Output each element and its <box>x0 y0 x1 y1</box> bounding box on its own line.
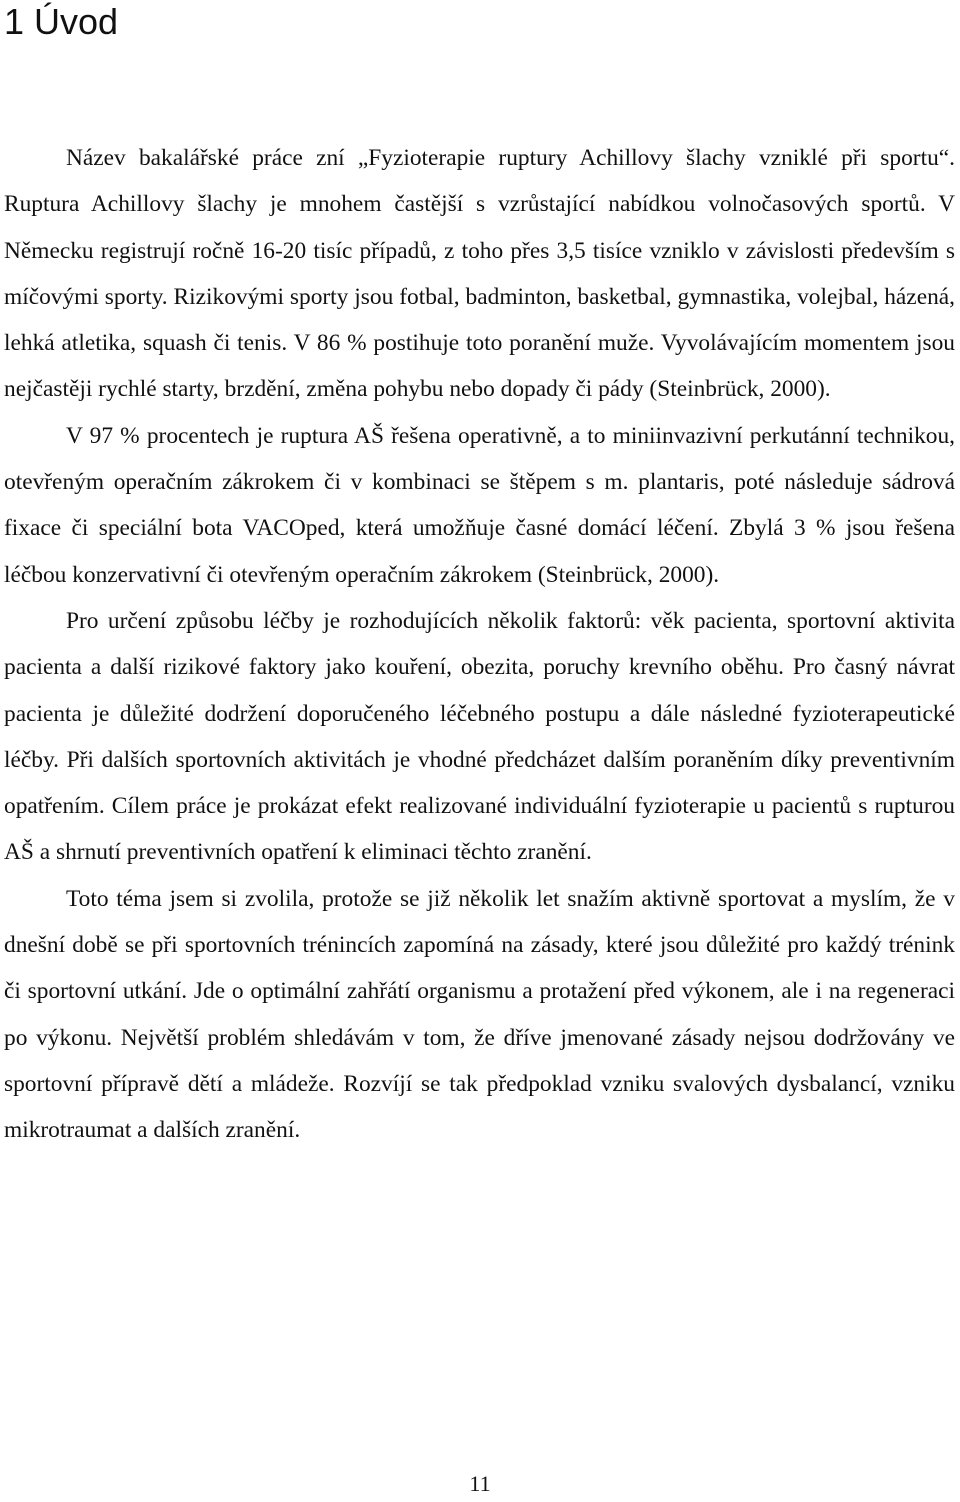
paragraph-intro: Název bakalářské práce zní „Fyzioterapie ruptury Achillovy šlachy vzniklé při sportu“. Ruptura Achillovy šlachy je mnohem častější s vzrůstající nabídkou volnočasových sportů. V Německu registrují ročně 16-20 tisíc případů, z toho přes 3,5 tisíce vzniklo v závislosti především s míčovými sporty. Rizikovými sporty jsou fotbal, badminton, basketbal, gymnastika, volejbal, házená, lehká atletika, squash či tenis. V 86 % postihuje toto poranění muže. Vyvolávajícím momentem jsou nejčastěji rychlé starty, brzdění, změna pohybu nebo dopady či pády (Steinbrück, 2000). <box>4 145 955 403</box>
body-text <box>4 135 955 1154</box>
paragraph-motivation: Toto téma jsem si zvolila, protože se již několik let snažím aktivně sportovat a myslím, že v dnešní době se při sportovních trénincích zapomíná na zásady, které jsou důležité pro každý trénink či sportovní utkání. Jde o optimální zahřátí organismu a protažení před výkonem, ale i na regeneraci po výkonu. Největší problém shledávám v tom, že dříve jmenované zásady nejsou dodržovány ve sportovní přípravě dětí a mládeže. Rozvíjí se tak předpoklad vzniku svalových dysbalancí, vzniku mikrotraumat a dalších zranění. <box>4 885 955 1144</box>
paragraph-factors: Pro určení způsobu léčby je rozhodujících několik faktorů: věk pacienta, sportovní aktivita pacienta a další rizikové faktory jako kouření, obezita, poruchy krevního oběhu. Pro časný návrat pacienta je důležité dodržení doporučeného léčebného postupu a dále následné fyzioterapeutické léčby. Při dalších sportovních aktivitách je vhodné předcházet dalším poraněním díky preventivním opatřením. Cílem práce je prokázat efekt realizované individuální fyzioterapie u pacientů s rupturou AŠ a shrnutí preventivních opatření k eliminaci těchto zranění. <box>4 607 955 866</box>
chapter-heading: 1 Úvod <box>4 1 119 42</box>
paragraph-treatment: V 97 % procentech je ruptura AŠ řešena operativně, a to miniinvazivní perkutánní technikou, otevřeným operačním zákrokem či v kombinaci se štěpem s m. plantaris, poté následuje sádrová fixace či speciální bota VACOped, která umožňuje časné domácí léčení. Zbylá 3 % jsou řešena léčbou konzervativní či otevřeným operačním zákrokem (Steinbrück, 2000). <box>4 422 955 588</box>
page-number: 11 <box>469 1471 491 1496</box>
